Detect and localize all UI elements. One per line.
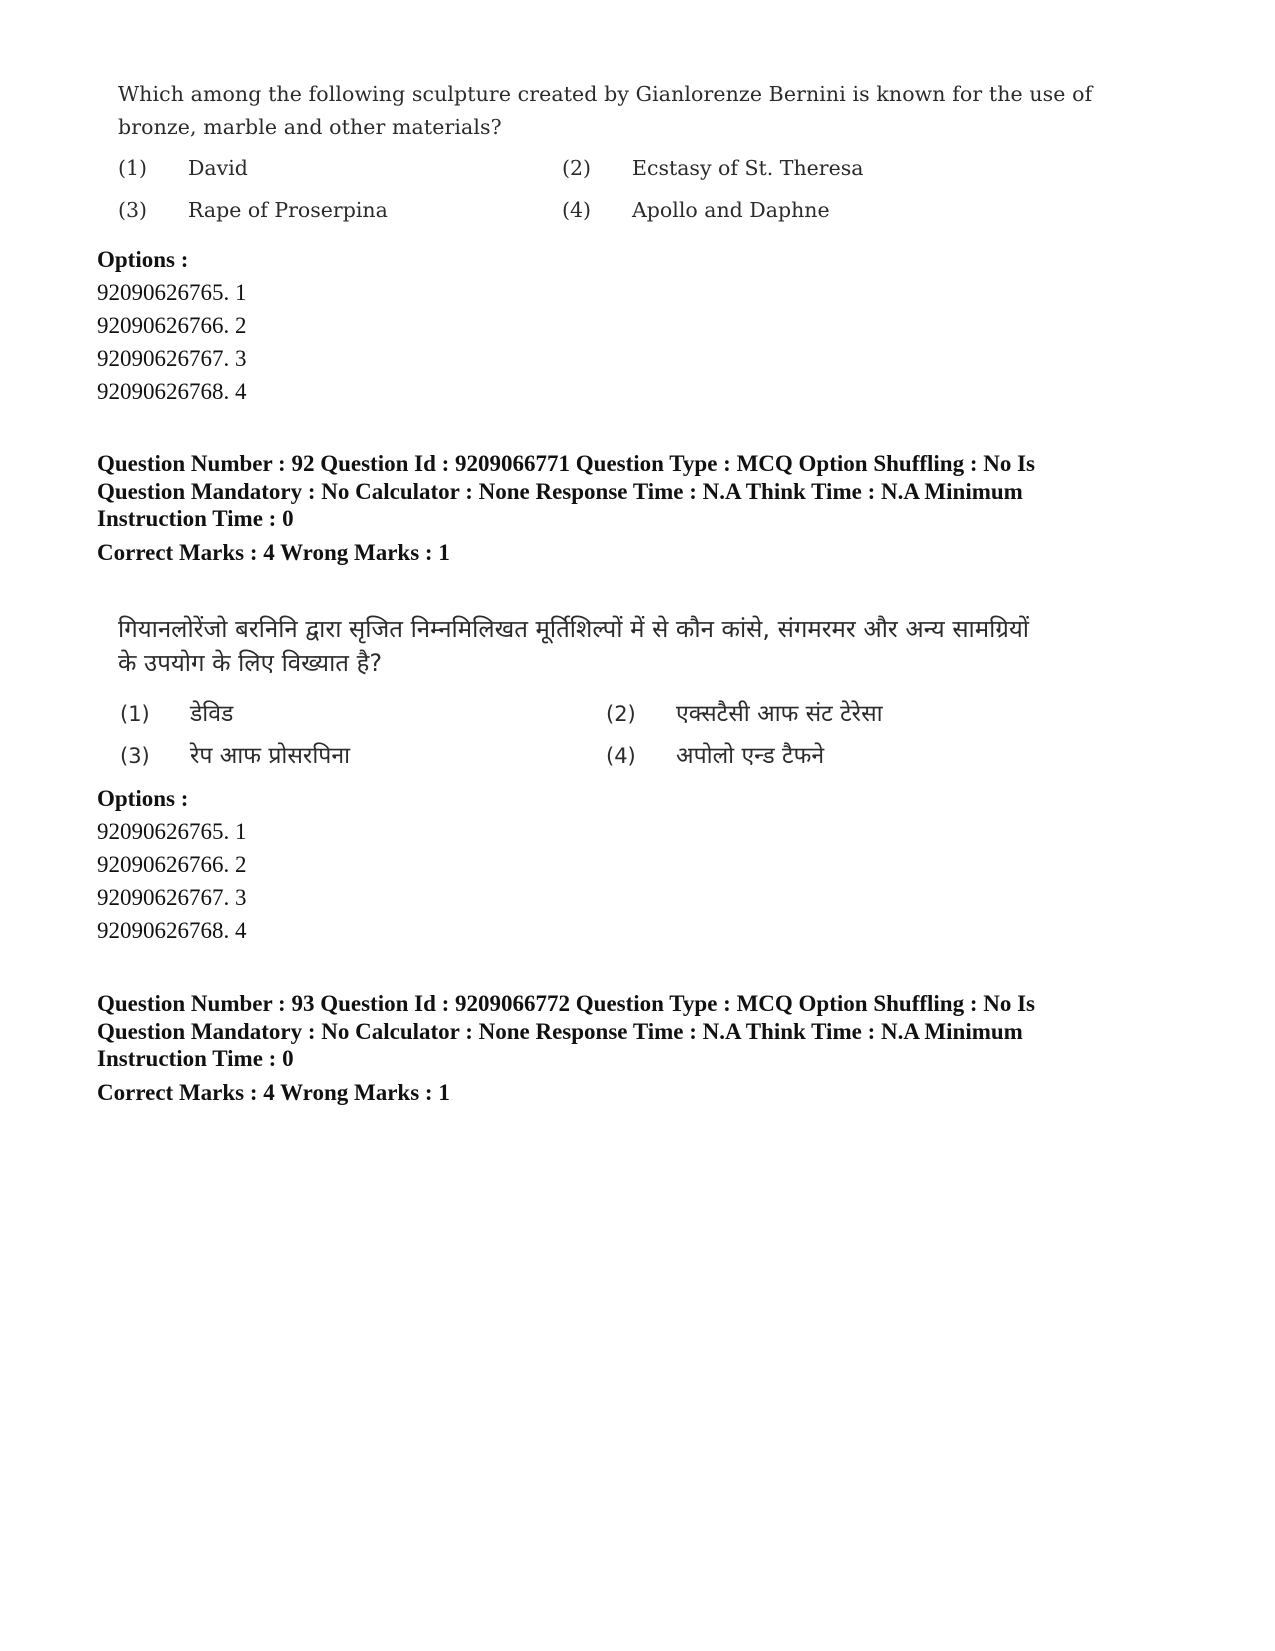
choice-number: (4) (606, 744, 636, 768)
question-meta-93 (97, 990, 1197, 1106)
option-item: 92090626765. 1 (97, 280, 247, 305)
answer-choices (118, 696, 1128, 786)
option-item: 92090626766. 2 (97, 852, 247, 877)
option-item: 92090626768. 4 (97, 918, 247, 943)
answer-choice-1 (118, 156, 248, 180)
choice-text: अपोलो एन्ड टैफने (676, 743, 825, 769)
choice-text: Apollo and Daphne (632, 198, 830, 222)
choice-number: (3) (118, 198, 148, 222)
choice-number: (1) (120, 702, 150, 726)
choice-number: (3) (120, 744, 150, 768)
question-meta-92 (97, 450, 1197, 566)
question-image-hindi (118, 612, 1128, 786)
meta-line: Question Number : 93 Question Id : 9209066772 Question Type : MCQ Option Shuffling : No Is (97, 991, 1036, 1016)
answer-choice-2 (606, 696, 883, 728)
options-label: Options : (97, 247, 189, 272)
meta-line: Instruction Time : 0 (97, 1046, 294, 1071)
question-text-line: bronze, marble and other materials? (118, 115, 502, 139)
question-text (118, 612, 1128, 680)
answer-choice-1 (120, 696, 233, 728)
choice-text: एक्सटैसी आफ संट टेरेसा (676, 701, 883, 727)
meta-line: Question Mandatory : No Calculator : None Response Time : N.A Think Time : N.A Minimum (97, 1018, 1023, 1044)
choice-text: David (188, 156, 248, 180)
question-image-english (118, 78, 1128, 240)
answer-choices (118, 156, 1128, 240)
option-item: 92090626767. 3 (97, 346, 247, 371)
meta-line: Instruction Time : 0 (97, 506, 294, 531)
answer-choice-4 (606, 738, 824, 770)
marks-line: Correct Marks : 4 Wrong Marks : 1 (97, 1079, 450, 1105)
answer-choice-3 (120, 738, 350, 770)
choice-number: (2) (562, 156, 592, 180)
options-list (97, 244, 1197, 408)
choice-number: (4) (562, 198, 592, 222)
answer-choice-4 (562, 198, 830, 222)
choice-text: Ecstasy of St. Theresa (632, 156, 864, 180)
options-label: Options : (97, 786, 189, 811)
choice-text: डेविड (190, 701, 234, 727)
option-item: 92090626767. 3 (97, 885, 247, 910)
choice-text: रेप आफ प्रोसरपिना (190, 743, 351, 769)
answer-choice-3 (118, 198, 388, 222)
choice-number: (2) (606, 702, 636, 726)
options-list (97, 783, 1197, 947)
option-item: 92090626766. 2 (97, 313, 247, 338)
choice-number: (1) (118, 156, 148, 180)
answer-choice-2 (562, 156, 864, 180)
choice-text: Rape of Proserpina (188, 198, 388, 222)
meta-line: Question Mandatory : No Calculator : None Response Time : N.A Think Time : N.A Minimum (97, 478, 1023, 504)
question-text-line: Which among the following sculpture created by Gianlorenze Bernini is known for the use of (118, 82, 1093, 106)
meta-line: Question Number : 92 Question Id : 9209066771 Question Type : MCQ Option Shuffling : No Is (97, 451, 1036, 476)
question-text-line: गियानलोरेंजो बरनिनि द्वारा सृजित निम्नमिलिखत मूर्तिशिल्पों में से कौन कांसे, संगमरमर और अन्य सामग्रियों (118, 615, 1029, 643)
question-text-line: के उपयोग के लिए विख्यात है? (118, 649, 383, 677)
option-item: 92090626768. 4 (97, 379, 247, 404)
marks-line: Correct Marks : 4 Wrong Marks : 1 (97, 539, 450, 565)
option-item: 92090626765. 1 (97, 819, 247, 844)
question-text (118, 78, 1128, 144)
